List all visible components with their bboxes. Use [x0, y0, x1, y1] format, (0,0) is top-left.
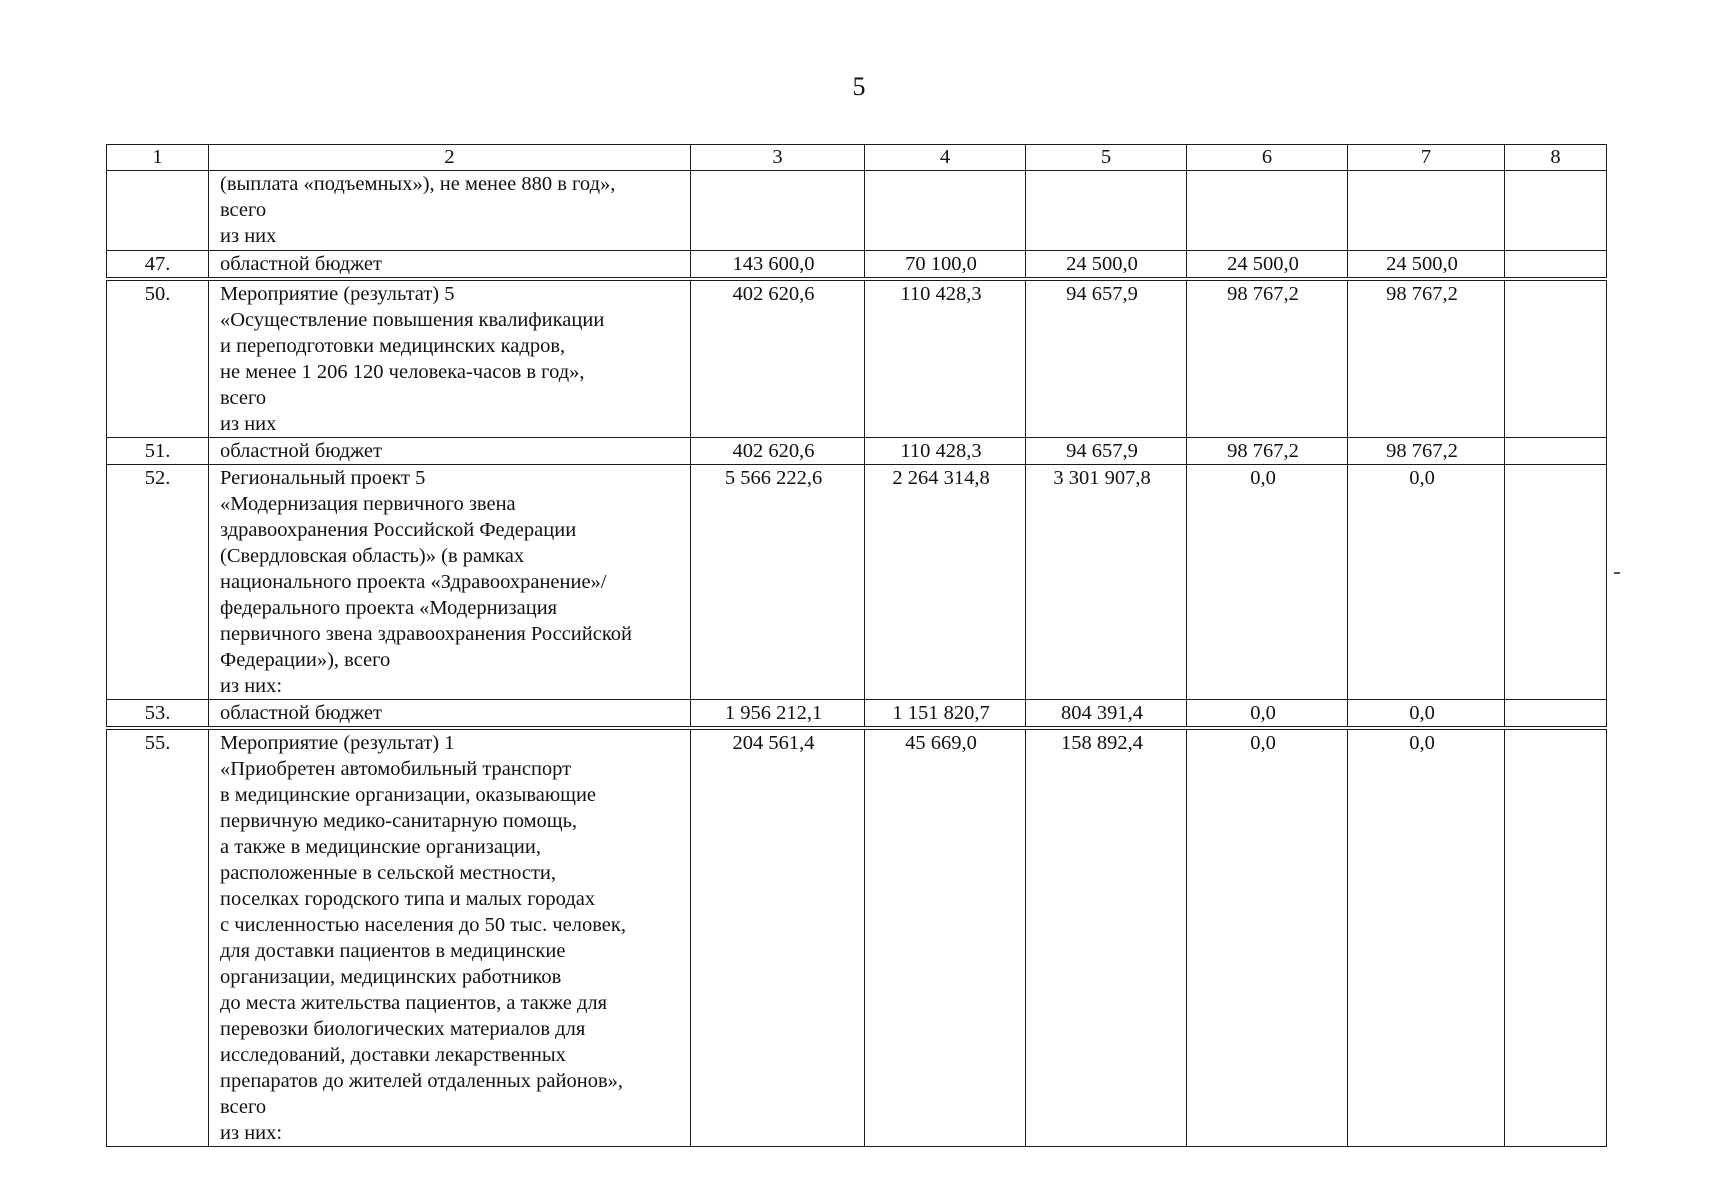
value-col-8 — [1505, 251, 1607, 280]
value-col-4: 45 669,0 — [865, 728, 1026, 1147]
value-col-6 — [1187, 171, 1348, 251]
column-header: 3 — [691, 145, 865, 171]
table-row — [107, 728, 1607, 1147]
value-col-8 — [1505, 728, 1607, 1147]
value-col-7: 0,0 — [1348, 728, 1505, 1147]
row-index: 51. — [107, 438, 209, 465]
row-index: 52. — [107, 465, 209, 700]
value-col-5: 804 391,4 — [1026, 700, 1187, 729]
value-col-3: 1 956 212,1 — [691, 700, 865, 729]
column-header: 6 — [1187, 145, 1348, 171]
table-row — [107, 700, 1607, 729]
value-col-4: 2 264 314,8 — [865, 465, 1026, 700]
column-header: 4 — [865, 145, 1026, 171]
value-col-5: 94 657,9 — [1026, 279, 1187, 438]
value-col-6: 0,0 — [1187, 465, 1348, 700]
value-col-6: 98 767,2 — [1187, 279, 1348, 438]
value-col-7 — [1348, 171, 1505, 251]
column-header: 7 — [1348, 145, 1505, 171]
value-col-8 — [1505, 438, 1607, 465]
value-col-7: 98 767,2 — [1348, 279, 1505, 438]
table-row — [107, 171, 1607, 251]
value-col-8 — [1505, 700, 1607, 729]
value-col-7: 98 767,2 — [1348, 438, 1505, 465]
row-index: 47. — [107, 251, 209, 280]
row-index: 55. — [107, 728, 209, 1147]
table-row — [107, 279, 1607, 438]
row-description: областной бюджет — [209, 438, 691, 465]
page-number: 5 — [852, 72, 866, 101]
value-col-4: 110 428,3 — [865, 438, 1026, 465]
value-col-7: 0,0 — [1348, 465, 1505, 700]
column-header: 8 — [1505, 145, 1607, 171]
value-col-6: 0,0 — [1187, 728, 1348, 1147]
row-index — [107, 171, 209, 251]
column-header: 2 — [209, 145, 691, 171]
value-col-5 — [1026, 171, 1187, 251]
value-col-3: 204 561,4 — [691, 728, 865, 1147]
value-col-3: 5 566 222,6 — [691, 465, 865, 700]
value-col-6: 98 767,2 — [1187, 438, 1348, 465]
value-col-3: 143 600,0 — [691, 251, 865, 280]
value-col-3: 402 620,6 — [691, 438, 865, 465]
value-col-4: 70 100,0 — [865, 251, 1026, 280]
row-description: Региональный проект 5 «Модернизация первичного звена здравоохранения Российской Федерации (Свердловская область)» (в рамках национального проекта «Здравоохранение»/ федерального проекта «Модернизация первичного звена здравоохранения Российской Федерации»), всего из них: — [209, 465, 691, 700]
value-col-5: 158 892,4 — [1026, 728, 1187, 1147]
value-col-8 — [1505, 279, 1607, 438]
row-index: 53. — [107, 700, 209, 729]
budget-table — [106, 144, 1607, 1147]
value-col-6: 0,0 — [1187, 700, 1348, 729]
value-col-5: 94 657,9 — [1026, 438, 1187, 465]
scan-artifact-mark — [1614, 572, 1620, 574]
column-header: 5 — [1026, 145, 1187, 171]
row-description: Мероприятие (результат) 1 «Приобретен автомобильный транспорт в медицинские организации, оказывающие первичную медико-санитарную помощь, а также в медицинские организации, расположенные в сельской местности, поселках городского типа и малых городах с численностью населения до 50 тыс. человек, для доставки пациентов в медицинские организации, медицинских работников до места жительства пациентов, а также для перевозки биологических материалов для исследований, доставки лекарственных препаратов до жителей отдаленных районов», всего из них: — [209, 728, 691, 1147]
value-col-7: 0,0 — [1348, 700, 1505, 729]
row-description: Мероприятие (результат) 5 «Осуществление повышения квалификации и переподготовки медицинских кадров, не менее 1 206 120 человека-часов в год», всего из них — [209, 279, 691, 438]
table-row — [107, 465, 1607, 700]
row-description: областной бюджет — [209, 700, 691, 729]
row-index: 50. — [107, 279, 209, 438]
value-col-3: 402 620,6 — [691, 279, 865, 438]
value-col-4: 110 428,3 — [865, 279, 1026, 438]
value-col-5: 24 500,0 — [1026, 251, 1187, 280]
value-col-5: 3 301 907,8 — [1026, 465, 1187, 700]
value-col-4: 1 151 820,7 — [865, 700, 1026, 729]
value-col-8 — [1505, 465, 1607, 700]
value-col-6: 24 500,0 — [1187, 251, 1348, 280]
value-col-7: 24 500,0 — [1348, 251, 1505, 280]
column-number-row — [107, 145, 1607, 171]
value-col-8 — [1505, 171, 1607, 251]
value-col-3 — [691, 171, 865, 251]
table-row — [107, 438, 1607, 465]
column-header: 1 — [107, 145, 209, 171]
value-col-4 — [865, 171, 1026, 251]
table-row — [107, 251, 1607, 280]
row-description: (выплата «подъемных»), не менее 880 в год», всего из них — [209, 171, 691, 251]
row-description: областной бюджет — [209, 251, 691, 280]
